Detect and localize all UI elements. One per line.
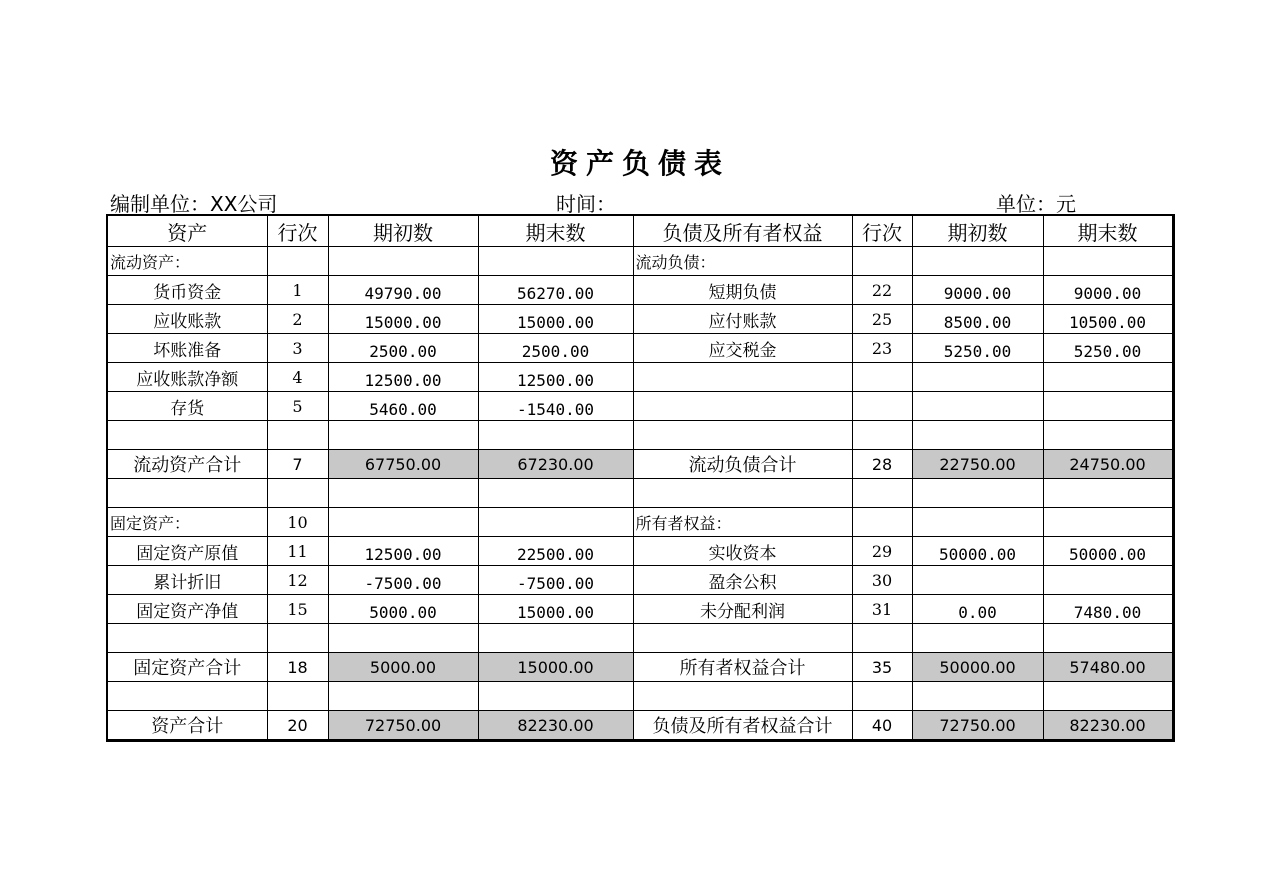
table-row [107,682,1173,711]
table-cell [1043,537,1173,566]
col-header: 资产 [107,215,267,247]
col-header: 期初数 [328,215,478,247]
table-cell: 应收账款 [107,305,267,334]
table-cell [1043,305,1173,334]
table-row [107,334,1173,363]
table-cell [267,682,328,711]
table-cell [328,624,478,653]
table-cell [478,305,633,334]
table-row [107,508,1173,537]
table-cell [633,392,852,421]
table-cell: 固定资产： [107,508,267,537]
cell-value: 5460.00 [369,399,437,419]
table-cell: 40 [852,711,912,741]
cell-value: 5000.00 [369,602,437,622]
table-cell: 固定资产净值 [107,595,267,624]
table-cell [1043,566,1173,595]
table-row [107,450,1173,479]
table-cell [912,711,1043,741]
cell-value: 22500.00 [516,544,595,564]
table-cell [852,682,912,711]
table-cell: 资产合计 [107,711,267,741]
table-cell [328,305,478,334]
table-cell: 流动负债： [633,247,852,276]
table-cell [852,479,912,508]
col-header: 负债及所有者权益 [633,215,852,247]
table-cell [1043,479,1173,508]
table-cell: 11 [267,537,328,566]
table-cell: 未分配利润 [633,595,852,624]
table-cell [912,305,1043,334]
table-cell: 应交税金 [633,334,852,363]
table-cell [478,711,633,741]
table-cell: 20 [267,711,328,741]
col-header: 期初数 [912,215,1043,247]
cell-value: 56270.00 [516,283,595,303]
table-cell: 固定资产合计 [107,653,267,682]
table-cell [478,682,633,711]
table-cell [328,537,478,566]
table-cell [478,653,633,682]
cell-value: 49790.00 [364,283,442,303]
report-time: 时间： [556,192,616,216]
table-row [107,247,1173,276]
cell-value: 72750.00 [939,715,1016,735]
table-cell [852,247,912,276]
table-cell [478,450,633,479]
table-cell: 流动资产： [107,247,267,276]
table-cell: 31 [852,595,912,624]
table-cell [478,276,633,305]
table-cell [633,363,852,392]
table-cell [852,624,912,653]
col-header: 期末数 [1043,215,1173,247]
table-cell [328,508,478,537]
table-cell [328,566,478,595]
table-cell [633,682,852,711]
table-cell [633,421,852,450]
table-cell: 29 [852,537,912,566]
table-body [107,247,1173,741]
table-cell [478,537,633,566]
table-cell [267,479,328,508]
table-cell [1043,624,1173,653]
table-cell [912,450,1043,479]
table-cell: 3 [267,334,328,363]
cell-value: 67750.00 [364,454,442,474]
cell-value: 12500.00 [364,370,442,390]
table-row [107,479,1173,508]
table-cell [267,247,328,276]
table-cell [1043,595,1173,624]
table-cell [852,363,912,392]
table-cell [107,624,267,653]
table-cell [912,595,1043,624]
table-cell: 负债及所有者权益合计 [633,711,852,741]
table-cell [912,537,1043,566]
table-cell [912,624,1043,653]
table-cell [328,479,478,508]
table-row [107,653,1173,682]
table-cell: 12 [267,566,328,595]
table-cell [912,334,1043,363]
table-row [107,276,1173,305]
table-cell [633,479,852,508]
table-cell [328,682,478,711]
table-row [107,595,1173,624]
cell-value: 2500.00 [369,341,437,361]
table-cell: 实收资本 [633,537,852,566]
table-row [107,711,1173,741]
table-cell [852,392,912,421]
table-cell [912,276,1043,305]
table-cell: 4 [267,363,328,392]
header-row [107,215,1173,247]
col-header: 行次 [267,215,328,247]
reporting-entity: 编制单位：XX公司 [110,192,278,216]
cell-value: -1540.00 [516,399,595,419]
table-cell [912,247,1043,276]
col-header: 行次 [852,215,912,247]
balance-sheet-table [106,214,1175,742]
table-cell: 盈余公积 [633,566,852,595]
table-cell [107,421,267,450]
table-cell: 1 [267,276,328,305]
table-row [107,537,1173,566]
table-cell [1043,392,1173,421]
table-cell: 短期负债 [633,276,852,305]
cell-value: 15000.00 [516,312,595,332]
table-cell: 18 [267,653,328,682]
table-cell [912,421,1043,450]
cell-value: 12500.00 [364,544,442,564]
table-cell: 25 [852,305,912,334]
table-cell: 应付账款 [633,305,852,334]
table-cell [478,334,633,363]
table-cell [328,363,478,392]
table-cell [912,682,1043,711]
cell-value: 15000.00 [517,657,594,677]
table-cell [912,508,1043,537]
cell-value: 82230.00 [1069,715,1146,735]
table-cell [912,653,1043,682]
table-cell [1043,450,1173,479]
table-cell [912,392,1043,421]
table-row [107,305,1173,334]
table-cell [1043,682,1173,711]
cell-value: 24750.00 [1069,454,1146,474]
table-cell [1043,653,1173,682]
cell-value: 50000.00 [1068,544,1147,564]
cell-value: -7500.00 [364,573,442,593]
table-cell: 5 [267,392,328,421]
cell-value: 12500.00 [516,370,595,390]
cell-value: 72750.00 [364,715,442,735]
table-cell [912,479,1043,508]
cell-value: 5250.00 [943,341,1012,361]
table-cell [1043,363,1173,392]
cell-value: 9000.00 [943,283,1012,303]
table-cell: 10 [267,508,328,537]
cell-value: 22750.00 [939,454,1016,474]
table-cell [328,392,478,421]
table-cell [328,450,478,479]
table-cell: 流动负债合计 [633,450,852,479]
table-cell [478,363,633,392]
page-title: 资产负债表 [549,147,730,180]
table-cell: 2 [267,305,328,334]
table-cell [1043,711,1173,741]
table-cell: 应收账款净额 [107,363,267,392]
table-cell [478,479,633,508]
cell-value: 67230.00 [517,454,594,474]
table-cell [852,421,912,450]
table-cell [328,653,478,682]
table-row [107,363,1173,392]
table-cell [328,276,478,305]
table-cell [912,363,1043,392]
table-cell: 流动资产合计 [107,450,267,479]
table-cell [912,566,1043,595]
table-cell [478,392,633,421]
cell-value: 0.00 [958,602,997,622]
table-cell: 15 [267,595,328,624]
table-cell [1043,247,1173,276]
table-cell [478,595,633,624]
table-cell [1043,421,1173,450]
table-row [107,392,1173,421]
table-cell: 23 [852,334,912,363]
table-cell: 固定资产原值 [107,537,267,566]
table-cell [633,624,852,653]
cell-value: 7480.00 [1073,602,1142,622]
table-row [107,566,1173,595]
table-cell [267,624,328,653]
cell-value: 5000.00 [369,657,437,677]
table-cell [1043,276,1173,305]
table-cell [107,682,267,711]
table-cell [478,508,633,537]
table-cell [328,334,478,363]
table-cell [478,566,633,595]
table-cell [478,421,633,450]
table-cell [328,711,478,741]
cell-value: 8500.00 [943,312,1012,332]
table-cell: 7 [267,450,328,479]
cell-value: 57480.00 [1069,657,1146,677]
cell-value: 9000.00 [1073,283,1142,303]
table-cell: 30 [852,566,912,595]
cell-value: -7500.00 [516,573,595,593]
table-cell [1043,508,1173,537]
cell-value: 50000.00 [939,657,1016,677]
table-cell [267,421,328,450]
table-cell: 累计折旧 [107,566,267,595]
col-header: 期末数 [478,215,633,247]
table-cell [478,247,633,276]
table-cell: 坏账准备 [107,334,267,363]
cell-value: 50000.00 [938,544,1017,564]
table-cell: 22 [852,276,912,305]
table-row [107,421,1173,450]
table-cell [107,479,267,508]
cell-value: 10500.00 [1068,312,1147,332]
table-cell: 货币资金 [107,276,267,305]
table-cell: 所有者权益： [633,508,852,537]
table-cell: 28 [852,450,912,479]
table-cell [478,624,633,653]
table-cell: 存货 [107,392,267,421]
table-cell [1043,334,1173,363]
cell-value: 15000.00 [516,602,595,622]
cell-value: 15000.00 [364,312,442,332]
cell-value: 2500.00 [521,341,590,361]
table-cell: 所有者权益合计 [633,653,852,682]
table-cell [328,247,478,276]
cell-value: 82230.00 [517,715,594,735]
table-cell: 35 [852,653,912,682]
table-cell [852,508,912,537]
table-cell [328,421,478,450]
table-cell [328,595,478,624]
table-row [107,624,1173,653]
cell-value: 5250.00 [1073,341,1142,361]
currency-unit: 单位：元 [996,192,1076,216]
